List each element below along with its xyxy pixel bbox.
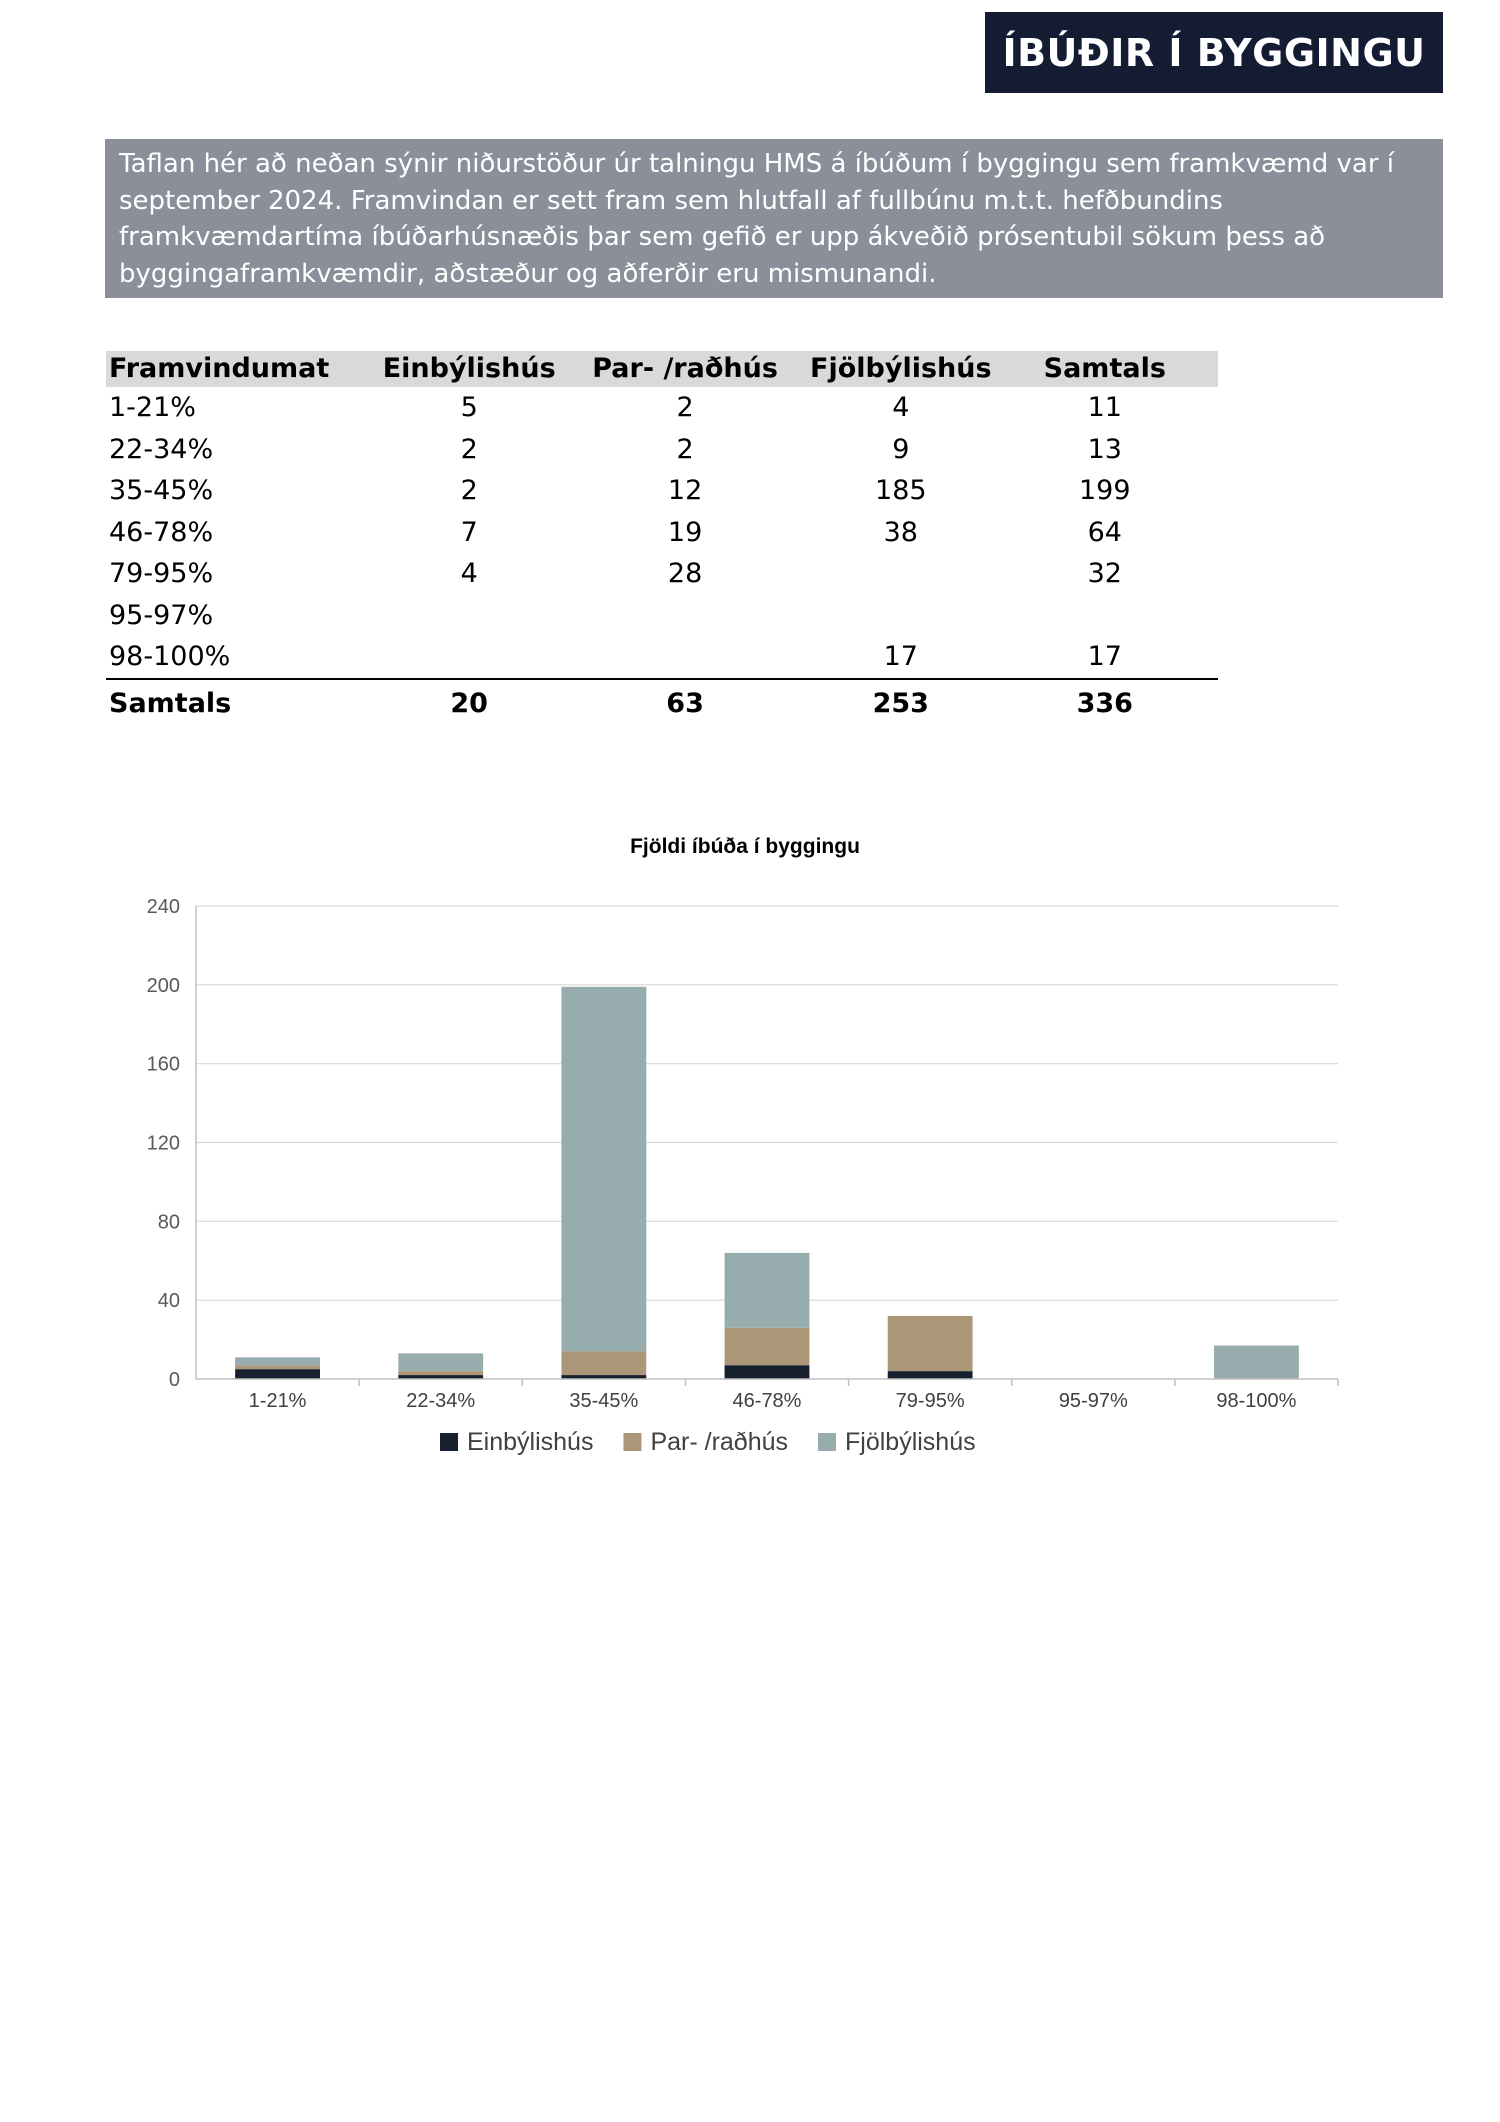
legend-label: Par- /raðhús — [650, 1428, 789, 1456]
bar-segment — [725, 1328, 810, 1365]
table-row — [106, 636, 1218, 679]
col-header-parradhus: Par- /raðhús — [560, 351, 810, 387]
table-cell — [810, 553, 992, 595]
table-cell: 12 — [667, 475, 703, 506]
table-cell: 199 — [1079, 475, 1131, 506]
table-cell: 11 — [1087, 392, 1122, 423]
bar-segment — [235, 1369, 320, 1379]
table-cell: 35-45% — [109, 475, 214, 506]
x-tick-label: 46-78% — [732, 1390, 802, 1412]
y-tick-label: 160 — [146, 1053, 180, 1076]
bar-segment — [561, 987, 646, 1352]
legend-swatch — [818, 1433, 836, 1451]
table-total-cell: 253 — [810, 679, 992, 728]
legend-swatch — [440, 1433, 458, 1451]
page-title: ÍBÚÐIR Í BYGGINGU — [985, 12, 1443, 93]
col-header-framvindumat: Framvindumat — [106, 351, 378, 387]
bar-segment — [888, 1371, 973, 1379]
table-cell: 46-78% — [109, 516, 214, 548]
table-cell: 28 — [667, 558, 703, 589]
legend-swatch — [623, 1433, 641, 1451]
col-header-samtals: Samtals — [992, 351, 1218, 387]
x-tick-label: 1-21% — [248, 1390, 307, 1412]
y-tick-label: 240 — [146, 896, 180, 918]
legend-item — [440, 1428, 593, 1456]
table-cell: 5 — [460, 392, 478, 423]
bar-segment — [888, 1316, 973, 1371]
bar-segment — [561, 1351, 646, 1375]
legend-label: Fjölbýlishús — [845, 1428, 976, 1456]
y-tick-label: 80 — [157, 1211, 180, 1234]
col-header-einbylishus: Einbýlishús — [378, 351, 560, 387]
table-cell: 7 — [460, 516, 478, 548]
bar-segment — [235, 1365, 320, 1369]
gridlines — [196, 906, 1338, 1300]
legend-label: Einbýlishús — [467, 1428, 594, 1456]
table-row — [106, 595, 1218, 637]
chart-container — [100, 820, 1360, 1480]
x-tick-label: 98-100% — [1216, 1390, 1297, 1412]
bar-segment — [398, 1371, 483, 1375]
stacked-bar-chart — [100, 820, 1360, 1480]
table-cell: 38 — [883, 516, 918, 548]
table-cell: 4 — [892, 392, 910, 423]
table-cell: 2 — [676, 433, 694, 465]
table-cell: 185 — [875, 475, 927, 506]
table-cell: 13 — [1087, 433, 1122, 465]
bar-segment — [398, 1353, 483, 1371]
bar-segment — [235, 1357, 320, 1365]
bar-segment — [725, 1253, 810, 1328]
bar-segment — [1214, 1345, 1299, 1379]
col-header-fjolbylishus: Fjölbýlishús — [810, 351, 992, 387]
y-tick-label: 0 — [168, 1369, 180, 1391]
table-cell: 32 — [1087, 558, 1122, 589]
table-header-row — [106, 351, 1218, 387]
table-row — [106, 512, 1218, 554]
table-row — [106, 387, 1218, 429]
legend-item — [818, 1428, 976, 1456]
table-cell: 2 — [460, 475, 478, 506]
table-total-cell: 336 — [992, 679, 1218, 728]
table-cell — [378, 636, 560, 679]
table-cell: 98-100% — [109, 641, 231, 672]
legend-item — [623, 1428, 788, 1456]
table-cell: 2 — [460, 433, 478, 465]
table-cell — [560, 636, 810, 679]
intro-text: Taflan hér að neðan sýnir niðurstöður úr talningu HMS á íbúðum í byggingu sem framkvæmd var í september 2024. Framvindan er sett fram sem hlutfall af fullbúnu m.t.t. hefðbundins framkvæmdartíma íbúðarhúsnæðis þar sem gefið er upp ákveðið prósentubil sökum þess að byggingaframkvæmdir, aðstæður og aðferðir eru mismunandi. — [105, 139, 1443, 298]
table-cell: 9 — [892, 433, 910, 465]
table-cell — [992, 595, 1218, 637]
table-row — [106, 553, 1218, 595]
table-row — [106, 470, 1218, 512]
table-cell: 1-21% — [109, 392, 196, 423]
chart-legend — [440, 1428, 976, 1456]
y-tick-label: 200 — [146, 974, 180, 997]
table-cell: 95-97% — [109, 599, 214, 631]
x-tick-label: 35-45% — [569, 1390, 639, 1412]
bar-segment — [725, 1365, 810, 1379]
table-cell: 17 — [883, 641, 918, 672]
table-cell: 79-95% — [109, 558, 214, 589]
table-row — [106, 429, 1218, 471]
table-cell: 22-34% — [109, 433, 214, 465]
y-tick-label: 40 — [157, 1290, 180, 1313]
chart-title: Fjöldi íbúða í byggingu — [630, 835, 860, 858]
x-tick-label: 79-95% — [895, 1390, 965, 1412]
table-cell — [560, 595, 810, 637]
progress-table — [106, 351, 1218, 728]
table-total-cell: 20 — [378, 679, 560, 728]
x-tick-label: 22-34% — [406, 1390, 476, 1412]
table-cell — [810, 595, 992, 637]
table-cell: 64 — [1087, 516, 1122, 548]
table-cell — [378, 595, 560, 637]
y-tick-label: 120 — [146, 1132, 180, 1155]
table-total-row — [106, 679, 1218, 728]
table-cell: 19 — [667, 516, 703, 548]
table-cell: 4 — [460, 558, 478, 589]
x-tick-label: 95-97% — [1058, 1390, 1128, 1412]
table-cell: 17 — [1087, 641, 1122, 672]
table-cell: 2 — [676, 392, 694, 423]
table-total-cell: 63 — [560, 679, 810, 728]
table-total-cell: Samtals — [106, 679, 378, 728]
bars — [235, 987, 1299, 1379]
